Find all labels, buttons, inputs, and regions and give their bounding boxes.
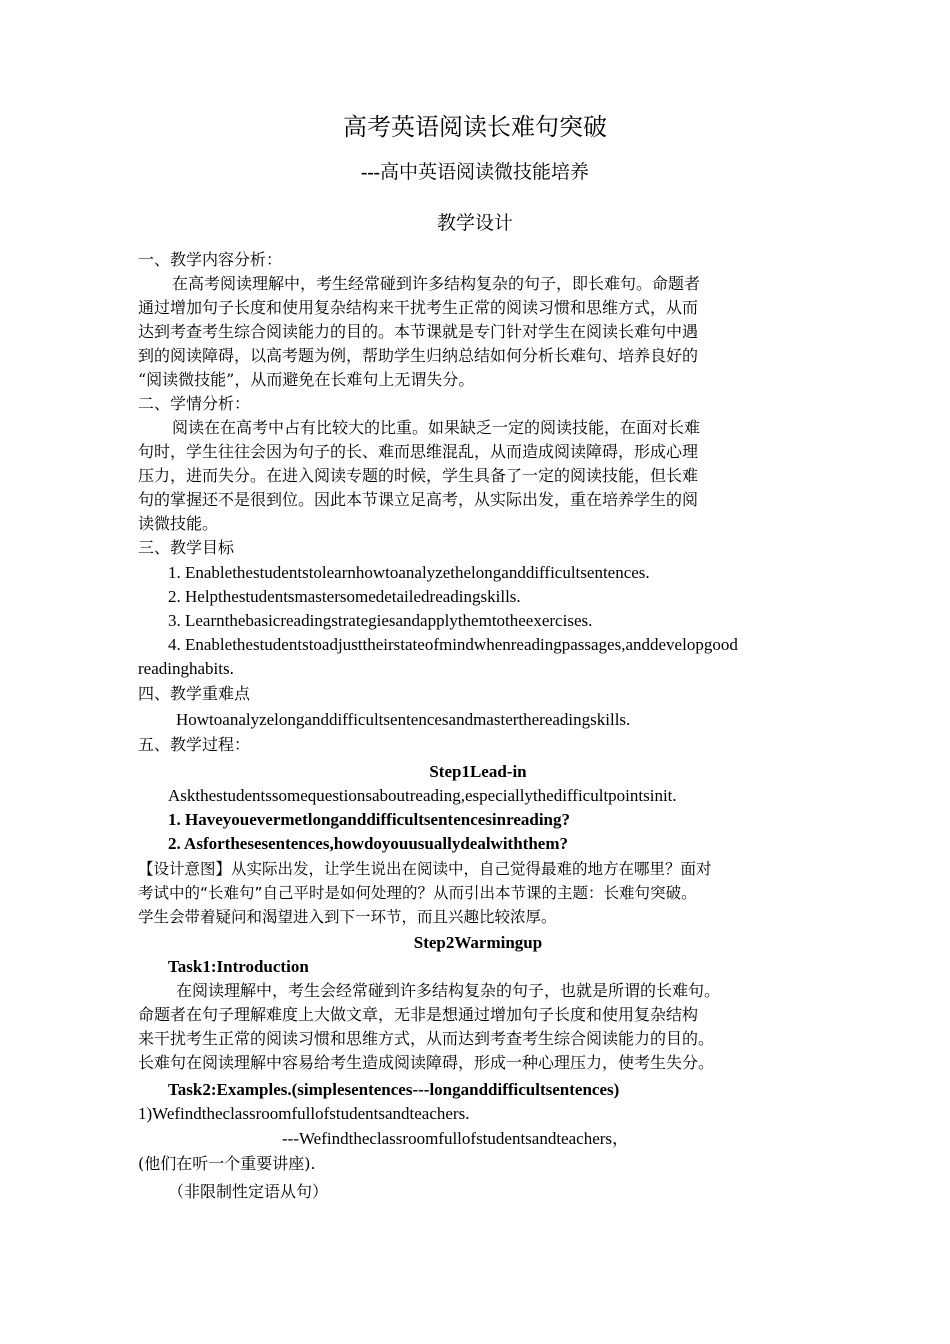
- task2-title: Task2:Examples.(simplesentences---longanddifficultsentences): [168, 1080, 620, 1099]
- sec2-heading: 二、学情分析：: [138, 394, 251, 413]
- sec1-line: 通过增加句子长度和使用复杂结构来干扰考生正常的阅读习惯和思维方式，从而: [138, 298, 699, 317]
- objective-item: 2. Helpthestudentsmastersomedetailedreadingskills.: [168, 587, 521, 606]
- design-intent-line: 学生会带着疑问和渴望进入到下一环节，而且兴趣比较浓厚。: [138, 908, 557, 926]
- objective-item-continuation: readinghabits.: [138, 659, 234, 678]
- task1-line: 命题者在句子理解难度上大做文章，无非是想通过增加句子长度和使用复杂结构: [138, 1005, 699, 1024]
- step1-question: 1. Haveyouevermetlonganddifficultsentencesinreading?: [168, 810, 570, 829]
- sec1-line: “阅读微技能”，从而避免在长难句上无谓失分。: [138, 370, 475, 389]
- document-title: 高考英语阅读长难句突破: [343, 113, 607, 141]
- sec2-line: 句时，学生往往会因为句子的长、难而思维混乱，从而造成阅读障碍，形成心理: [138, 442, 699, 461]
- step1-question: 2. Asforthesesentences,howdoyouusuallydealwiththem?: [168, 834, 568, 853]
- objective-item: 4. Enablethestudentstoadjusttheirstateofmindwhenreadingpassages,anddevelopgood: [168, 635, 738, 654]
- subtitle-text: 高中英语阅读微技能培养: [379, 161, 589, 183]
- step2-title: Step2Warmingup: [413, 933, 543, 952]
- document-subtitle: [0, 159, 950, 186]
- sec2-line: 句的掌握还不是很到位。因此本节课立足高考，从实际出发，重在培养学生的阅: [138, 490, 699, 509]
- task1-line: 在阅读理解中，考生会经常碰到许多结构复杂的句子，也就是所谓的长难句。: [176, 981, 721, 1000]
- example-clause-type: （非限制性定语从句）: [168, 1182, 329, 1201]
- subtitle-dash: ---: [361, 162, 380, 183]
- sec2-line: 读微技能。: [138, 514, 219, 533]
- example-long-sentence: ---Wefindtheclassroomfullofstudentsandteachers，: [282, 1129, 630, 1148]
- sec1-heading: 一、教学内容分析：: [138, 250, 283, 269]
- design-intent-line: 考试中的“长难句”自己平时是如何处理的？从而引出本节课的主题：长难句突破。: [138, 884, 697, 902]
- objective-item: 3. Learnthebasicreadingstrategiesandapplythemtotheexercises.: [168, 611, 593, 630]
- sec5-heading: 五、教学过程：: [138, 735, 251, 754]
- design-intent-line: 【设计意图】从实际出发，让学生说出在阅读中，自己觉得最难的地方在哪里？面对: [138, 860, 712, 878]
- sec2-line: 阅读在在高考中占有比较大的比重。如果缺乏一定的阅读技能，在面对长难: [172, 418, 701, 437]
- example-sentence: 1)Wefindtheclassroomfullofstudentsandteachers.: [138, 1104, 470, 1123]
- task1-title: Task1:Introduction: [168, 957, 309, 976]
- example-parenthetical: (他们在听一个重要讲座).: [138, 1154, 316, 1173]
- step1-intro: Askthestudentssomequestionsaboutreading,especiallythedifficultpointsinit.: [168, 786, 677, 805]
- task1-line: 来干扰考生正常的阅读习惯和思维方式，从而达到考查考生综合阅读能力的目的。: [138, 1029, 715, 1048]
- sec1-line: 到的阅读障碍，以高考题为例，帮助学生归纳总结如何分析长难句、培养良好的: [138, 346, 699, 365]
- sec2-line: 压力，进而失分。在进入阅读专题的时候，学生具备了一定的阅读技能，但长难: [138, 466, 699, 485]
- step1-title: Step1Lead-in: [429, 762, 527, 781]
- objective-item: 1. Enablethestudentstolearnhowtoanalyzethelonganddifficultsentences.: [168, 563, 650, 582]
- sec3-heading: 三、教学目标: [138, 538, 235, 557]
- key-point: Howtoanalyzelonganddifficultsentencesandmasterthereadingskills.: [176, 710, 631, 729]
- sec4-heading: 四、教学重难点: [138, 684, 251, 703]
- task1-line: 长难句在阅读理解中容易给考生造成阅读障碍，形成一种心理压力，使考生失分。: [138, 1053, 715, 1072]
- sec1-line: 达到考查考生综合阅读能力的目的。本节课就是专门针对学生在阅读长难句中遇: [138, 322, 699, 341]
- section-heading-teaching-design: 教学设计: [436, 212, 513, 234]
- sec1-line: 在高考阅读理解中，考生经常碰到许多结构复杂的句子，即长难句。命题者: [172, 274, 701, 293]
